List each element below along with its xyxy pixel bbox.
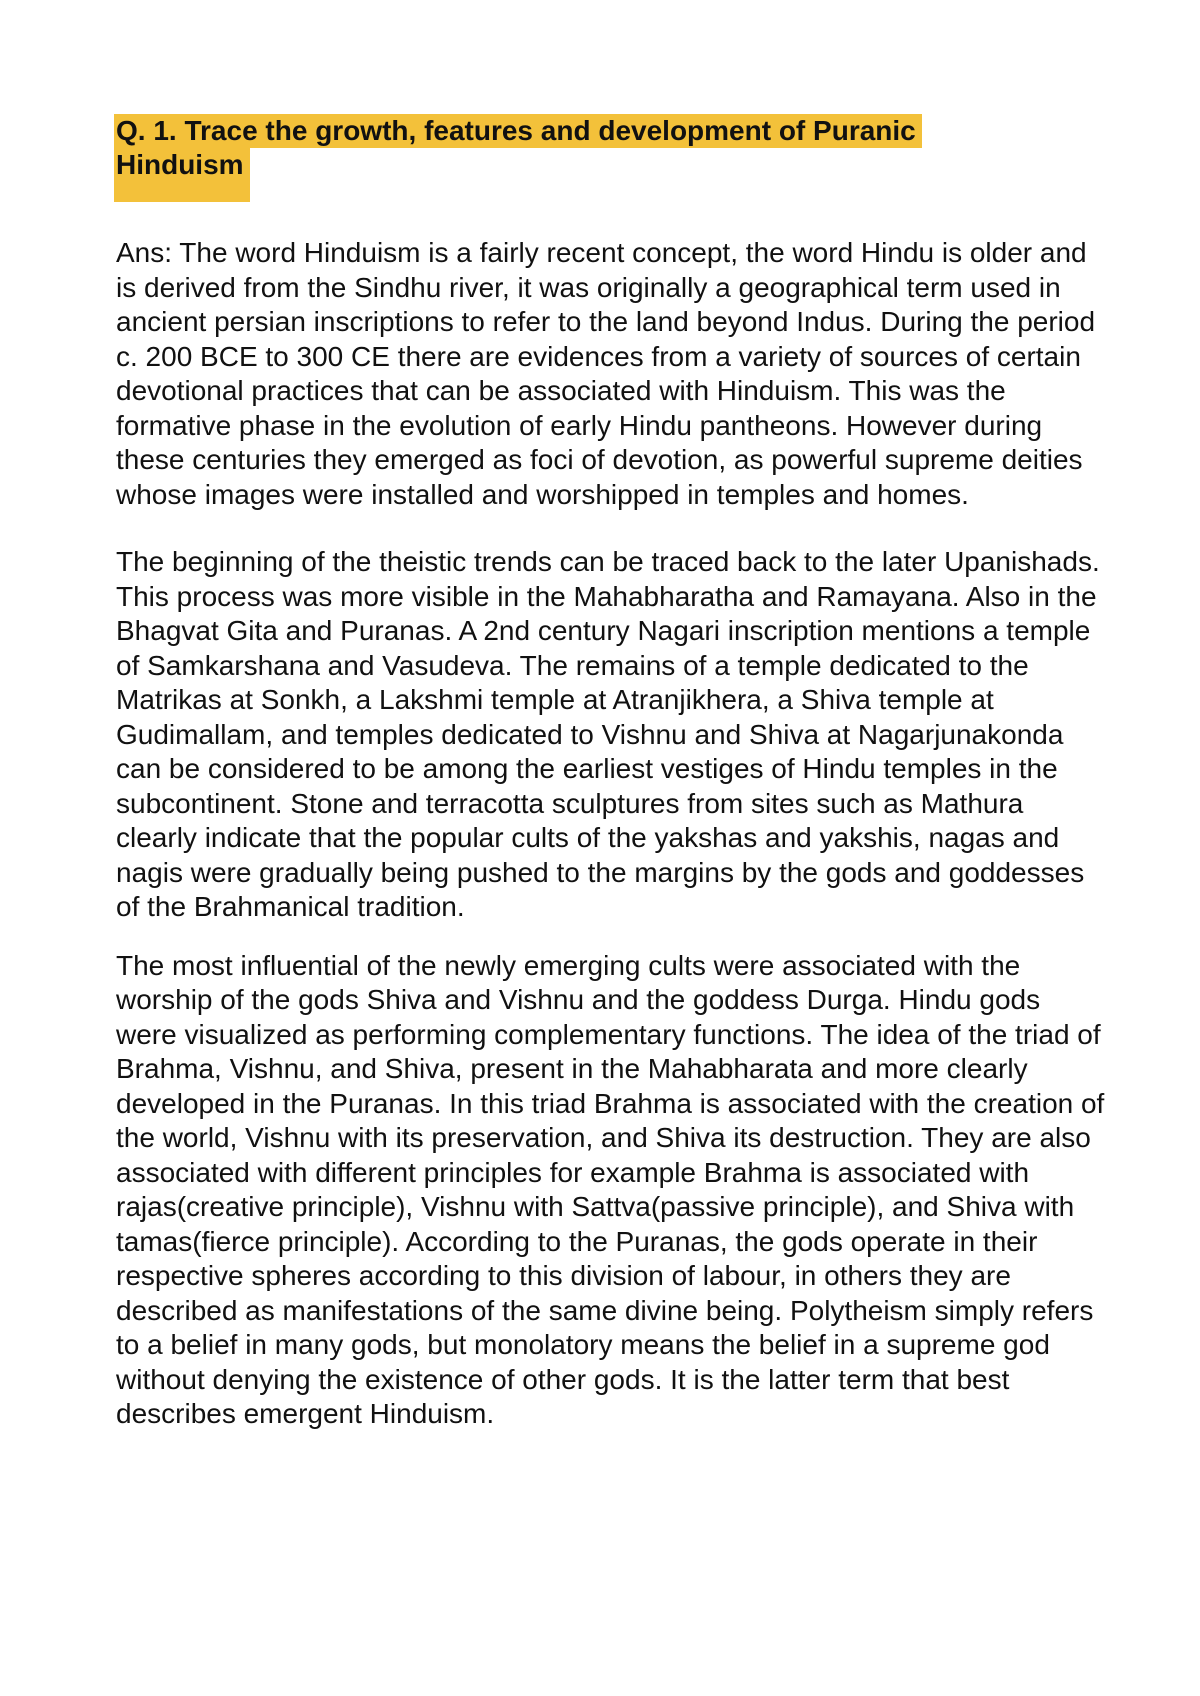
answer-paragraph: The most influential of the newly emerging cults were associated with the worship of the gods Shiva and Vishnu and the goddess Durga. Hindu gods were visualized as performing complementary functions. The idea of the triad of Brahma, Vishnu, and Shiva, present in the Mahabharata and more clearly developed in the Puranas. In this triad Brahma is associated with the creation of the world, Vishnu with its preservation, and Shiva its destruction. They are also associated with different principles for example Brahma is associated with rajas(creative principle), Vishnu with Sattva(passive principle), and Shiva with tamas(fierce principle). According to the Puranas, the gods operate in their respective spheres according to this division of labour, in others they are described as manifestations of the same divine being. Polytheism simply refers to a belief in many gods, but monolatory means the belief in a supreme god without denying the existence of other gods. It is the latter term that best describes emergent Hinduism. xyxy=(116,949,1105,1429)
question-heading xyxy=(114,114,922,202)
question-title-line-1: Q. 1. Trace the growth, features and development of Puranic xyxy=(114,114,922,148)
question-title-line-2: Hinduism xyxy=(114,148,250,202)
document-content xyxy=(116,114,1106,1432)
answer-paragraph: Ans: The word Hinduism is a fairly recent concept, the word Hindu is older and is derived from the Sindhu river, it was originally a geographical term used in ancient persian inscriptions to refer to the land beyond Indus. During the period c. 200 BCE to 300 CE there are evidences from a variety of sources of certain devotional practices that can be associated with Hinduism. This was the formative phase in the evolution of early Hindu pantheons. However during these centuries they emerged as foci of devotion, as powerful supreme deities whose images were installed and worshipped in temples and homes. xyxy=(116,237,1096,510)
answer-paragraph: The beginning of the theistic trends can be traced back to the later Upanishads. This process was more visible in the Mahabharatha and Ramayana. Also in the Bhagvat Gita and Puranas. A 2nd century Nagari inscription mentions a temple of Samkarshana and Vasudeva. The remains of a temple dedicated to the Matrikas at Sonkh, a Lakshmi temple at Atranjikhera, a Shiva temple at Gudimallam, and temples dedicated to Vishnu and Shiva at Nagarjunakonda can be considered to be among the earliest vestiges of Hindu temples in the subcontinent. Stone and terracotta sculptures from sites such as Mathura clearly indicate that the popular cults of the yakshas and yakshis, nagas and nagis were gradually being pushed to the margins by the gods and goddesses of the Brahmanical tradition. xyxy=(116,546,1100,922)
